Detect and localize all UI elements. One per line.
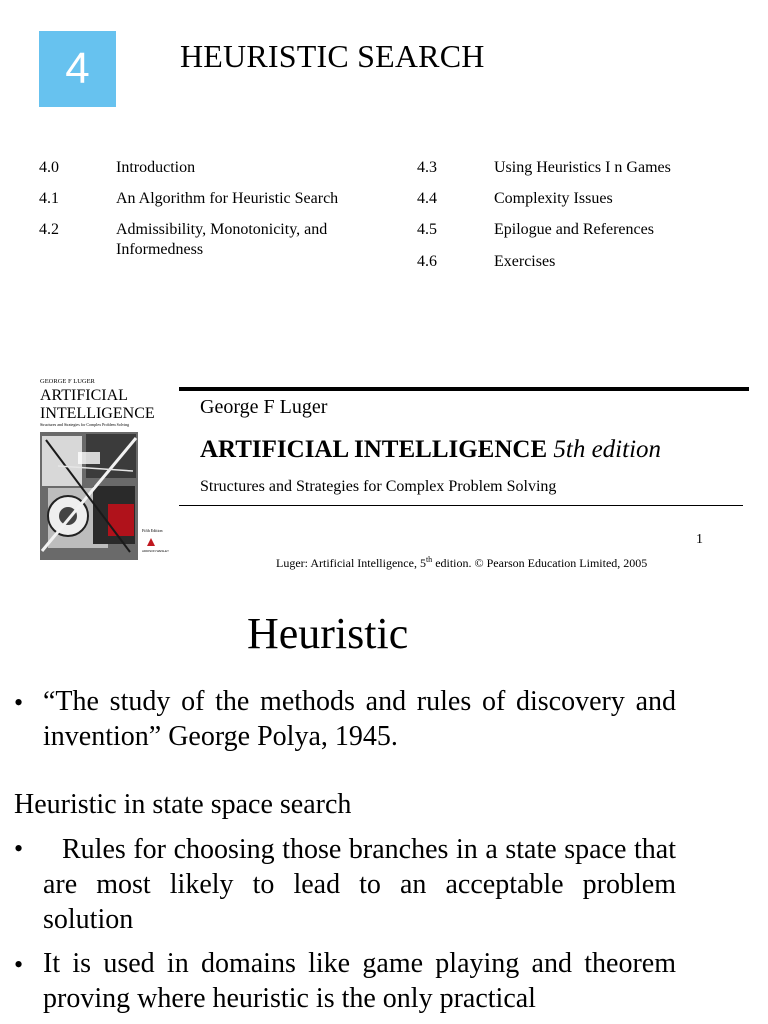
cover-subtitle: Structures and Strategies for Complex Problem Solving [40, 422, 130, 427]
bullet-icon: • [14, 834, 24, 863]
cover-edition: Fifth Edition [142, 528, 163, 533]
book-edition: 5th edition [553, 436, 662, 463]
citation-text: Luger: Artificial Intelligence, 5 [276, 556, 426, 570]
book-subtitle: Structures and Strategies for Complex Problem Solving [200, 478, 557, 495]
book-cover-image [38, 376, 170, 562]
book-title-line [200, 436, 661, 464]
toc-entry: Introduction [116, 159, 196, 176]
header-rule-thick [179, 387, 749, 391]
cover-publisher: ADDISON WESLEY [142, 549, 170, 553]
bullet-icon: • [14, 688, 24, 717]
toc-entry: An Algorithm for Heuristic Search [116, 190, 339, 207]
toc-entry: Complexity Issues [494, 190, 613, 207]
book-title: ARTIFICIAL INTELLIGENCE [200, 436, 548, 463]
toc-number: 4.0 [39, 159, 59, 176]
toc-entry: Using Heuristics I n Games [494, 159, 671, 176]
polya-quote: “The study of the methods and rules of discovery and invention” George Polya, 1945. [43, 686, 676, 752]
cover-title-line1: ARTIFICIAL [40, 387, 128, 404]
chapter-title: HEURISTIC SEARCH [180, 38, 485, 74]
chapter-number-badge: 4 [39, 31, 116, 107]
book-author: George F Luger [200, 396, 328, 418]
page-number: 1 [696, 532, 703, 547]
footer-citation [276, 555, 647, 571]
toc-number: 4.4 [417, 190, 437, 207]
toc-number: 4.3 [417, 159, 437, 176]
toc-number: 4.6 [417, 253, 437, 270]
cover-author: GEORGE F LUGER [40, 378, 95, 385]
slide-heading: Heuristic [247, 609, 409, 658]
header-rule-thin [179, 505, 743, 506]
toc-entry: Exercises [494, 253, 556, 270]
bullet-text: It is used in domains like game playing and theorem proving where heuristic is the only practical [43, 948, 676, 1014]
citation-superscript: th [425, 555, 433, 564]
bullet-text: Rules for choosing those branches in a state space that are most likely to lead to an acceptable problem solution [43, 834, 676, 935]
toc-number: 4.1 [39, 190, 59, 207]
citation-text-rest: edition. © Pearson Education Limited, 2005 [432, 556, 648, 570]
bullet-icon: • [14, 950, 24, 979]
toc-entry: Admissibility, Monotonicity, and Informedness [116, 221, 328, 258]
toc-entry: Epilogue and References [494, 221, 654, 238]
toc-number: 4.2 [39, 221, 59, 238]
section-heading: Heuristic in state space search [14, 789, 352, 820]
toc-number: 4.5 [417, 221, 437, 238]
cover-title-line2: INTELLIGENCE [40, 405, 155, 422]
